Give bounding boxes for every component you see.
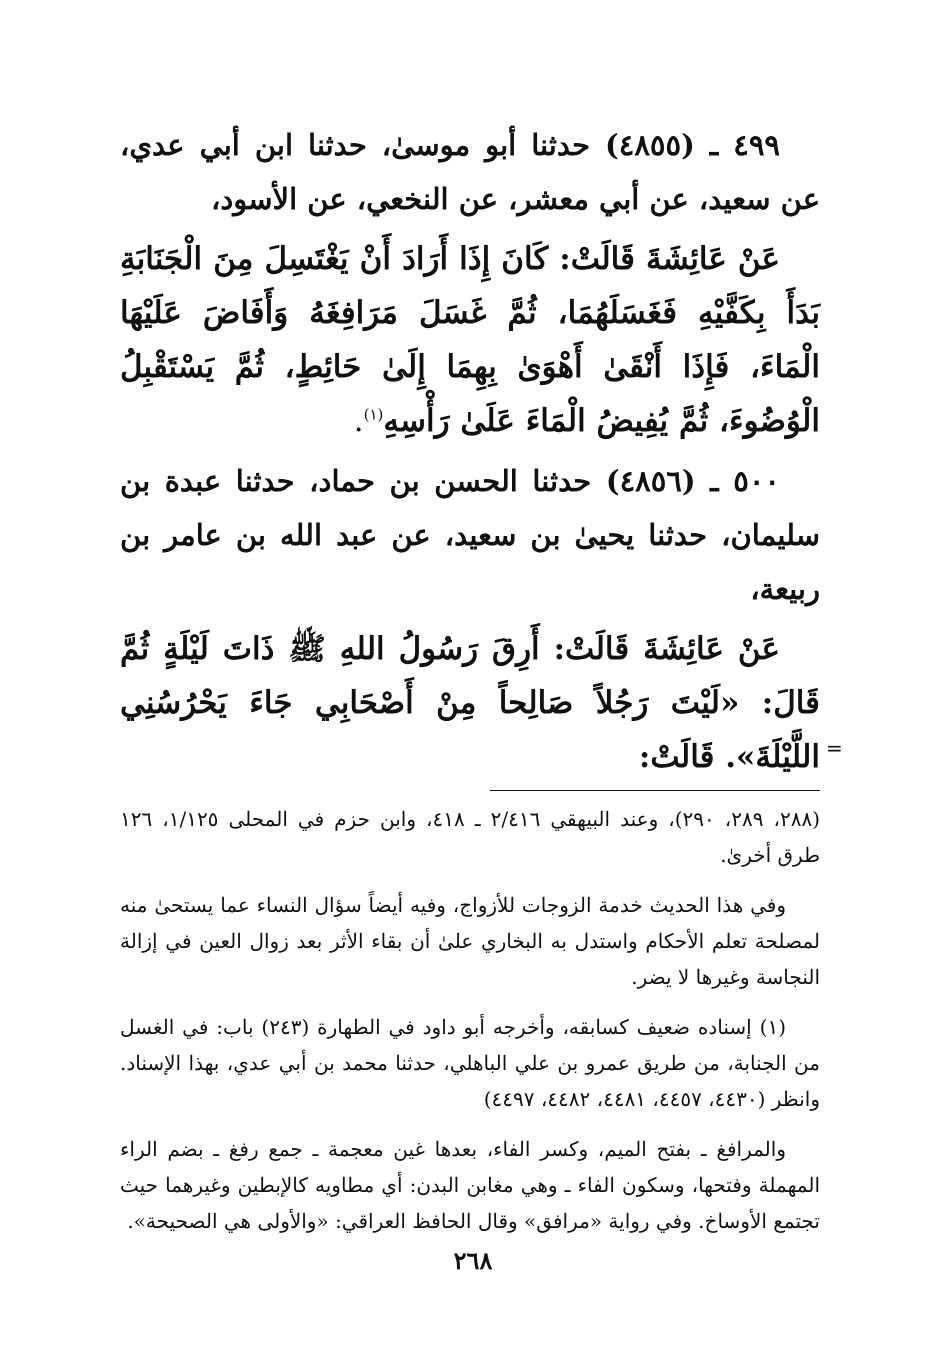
footnote-commentary: وفي هذا الحديث خدمة الزوجات للأزواج، وفيه أيضاً سؤال النساء عما يستحىٰ منه لمصلحة تعلم الأحكام واستدل به البخاري علىٰ أن بقاء الأثر بعد زوال العين في إزالة النجاسة وغيرها لا يضر. [120, 893, 820, 989]
page-body [120, 118, 820, 1253]
page-number: ٢٦٨ [453, 1246, 493, 1275]
hadith-500-text: عَنْ عَائِشَةَ قَالَتْ: أَرِقَ رَسُولُ اللهِ ﷺ ذَاتَ لَيْلَةٍ ثُمَّ قَالَ: «لَيْتَ رَجُلاً صَالِحاً مِنْ أَصْحَابِي جَاءَ يَحْرُسُنِي اللَّيْلَةَ». قَالَتْ: [120, 631, 820, 775]
footnote-ref-1: (١) [363, 405, 384, 424]
footnote-1: (١) إسناده ضعيف كسابقه، وأخرجه أبو داود في الطهارة (٢٤٣) باب: في الغسل من الجنابة، من طريق عمرو بن علي الباهلي، حدثنا محمد بن أبي عدي، بهذا الإسناد. وانظر (٤٤٣٠، ٤٤٥٧، ٤٤٨١، ٤٤٨٢، ٤٤٩٧) [120, 1015, 820, 1111]
hadith-500-number: ٥٠٠ ـ (٤٨٥٦) [605, 464, 780, 498]
footnote-continuation: (٢٨٨، ٢٨٩، ٢٩٠)، وعند البيهقي ٢/٤١٦ ـ ٤١٨، وابن حزم في المحلى ١/١٢٥، ١٢٦ طرق أخرىٰ. [120, 807, 820, 867]
main-text [120, 118, 820, 784]
hadith-500-matn [120, 622, 820, 784]
hadith-499-number: ٤٩٩ ـ (٤٨٥٥) [605, 128, 780, 162]
hadith-499-isnad: حدثنا أبو موسىٰ، حدثنا ابن أبي عدي، عن سعيد، عن أبي معشر، عن النخعي، عن الأسود، [120, 128, 820, 216]
hadith-500-isnad: حدثنا الحسن بن حماد، حدثنا عبدة بن سليمان، حدثنا يحيىٰ بن سعيد، عن عبد الله بن عامر بن ربيعة، [120, 464, 820, 606]
hadith-499-matn [120, 232, 820, 448]
hadith-499-end: . [353, 403, 364, 439]
footnotes [120, 801, 820, 1239]
footnote-divider [490, 790, 820, 791]
hadith-500-chain [120, 454, 820, 616]
footnote-continuation-mark: = [826, 736, 843, 760]
hadith-499-chain [120, 118, 820, 226]
hadith-499-text: عَنْ عَائِشَةَ قَالَتْ: كَانَ إِذَا أَرَادَ أَنْ يَغْتَسِلَ مِنَ الْجَنَابَةِ بَدَأَ بِكَفَّيْهِ فَغَسَلَهُمَا، ثُمَّ غَسَلَ مَرَافِغَهُ وَأَفَاضَ عَلَيْهَا الْمَاءَ، فَإِذَا أَنْقَىٰ أَهْوَىٰ بِهِمَا إِلَىٰ حَائِطٍ، ثُمَّ يَسْتَقْبِلُ الْوُضُوءَ، ثُمَّ يُفِيضُ الْمَاءَ عَلَىٰ رَأْسِهِ [120, 241, 820, 439]
footnote-1-gloss: والمرافغ ـ بفتح الميم، وكسر الفاء، بعدها غين معجمة ـ جمع رفغ ـ بضم الراء المهملة وفتحها، وسكون الفاء ـ وهي مغابن البدن: أي مطاويه كالإبطين وغيرهما حيث تجتمع الأوساخ. وفي رواية «مرافق» وقال الحافظ العراقي: «والأولى هي الصحيحة». [120, 1137, 820, 1233]
